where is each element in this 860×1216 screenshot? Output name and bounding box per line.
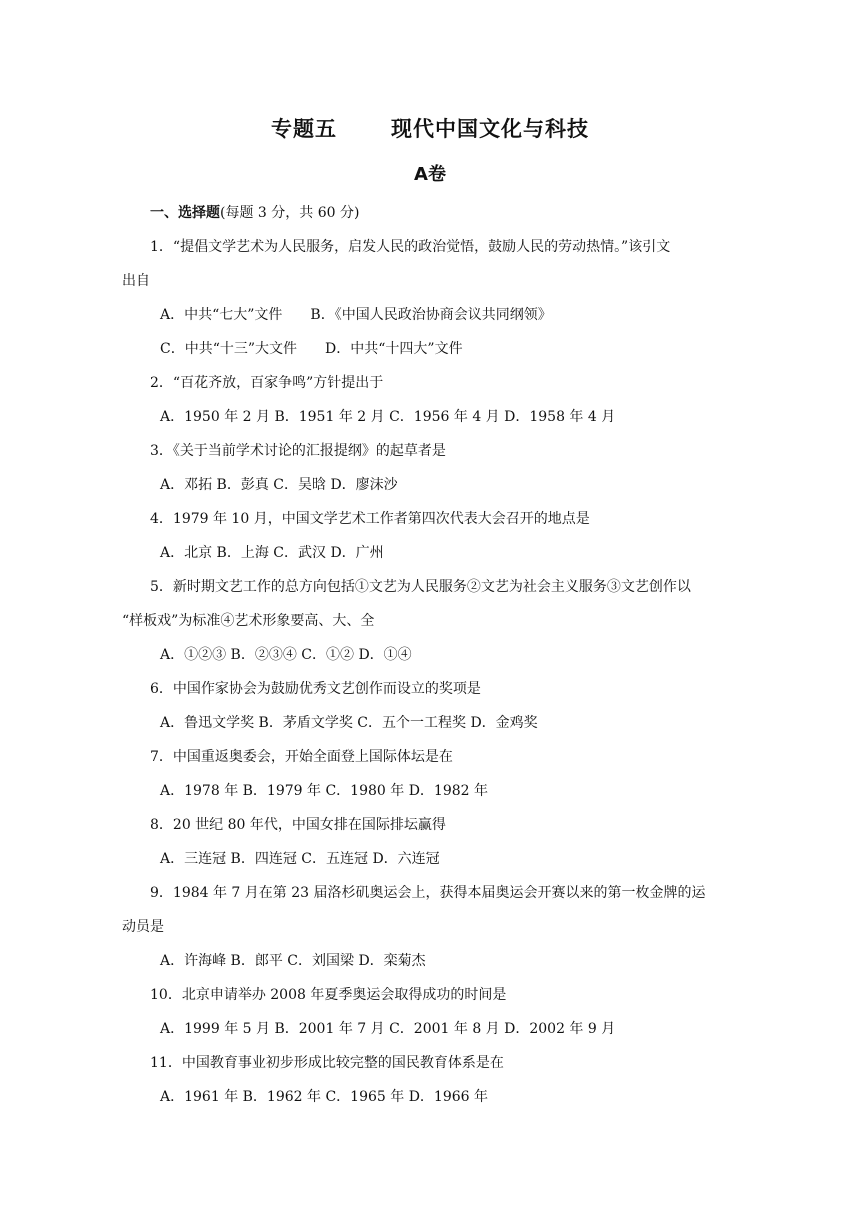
question-line: 9．1984 年 7 月在第 23 届洛杉矶奥运会上，获得本届奥运会开赛以来的第一枚金牌的运 [150, 885, 706, 901]
question-line: 2．“百花齐放，百家争鸣”方针提出于 [150, 375, 384, 391]
section-scoring-note: (每题 3 分，共 60 分) [220, 205, 360, 221]
question-line: 出自 [122, 273, 150, 289]
options-line: C．中共“十三”大文件 D．中共“十四大”文件 [160, 341, 463, 357]
question-line: 动员是 [122, 919, 164, 935]
question-line: 11．中国教育事业初步形成比较完整的国民教育体系是在 [150, 1055, 504, 1071]
question-line: 3．《关于当前学术讨论的汇报提纲》的起草者是 [150, 443, 446, 459]
question-line: 10．北京申请举办 2008 年夏季奥运会取得成功的时间是 [150, 987, 507, 1003]
paper-subtitle: A卷 [414, 164, 446, 185]
options-line: A．1950 年 2 月 B．1951 年 2 月 C．1956 年 4 月 D．1958 年 4 月 [160, 409, 616, 425]
question-line: 4．1979 年 10 月，中国文学艺术工作者第四次代表大会召开的地点是 [150, 511, 590, 527]
title-topic-number: 专题五 [271, 117, 337, 141]
question-line: 6．中国作家协会为鼓励优秀文艺创作而设立的奖项是 [150, 681, 481, 697]
question-line: 7．中国重返奥委会，开始全面登上国际体坛是在 [150, 749, 453, 765]
options-line: A．①②③ B．②③④ C．①② D．①④ [160, 647, 412, 663]
question-line: 5．新时期文艺工作的总方向包括①文艺为人民服务②文艺为社会主义服务③文艺创作以 [150, 579, 691, 595]
title-topic-name: 现代中国文化与科技 [391, 117, 589, 141]
page-title [0, 113, 860, 143]
options-line: A．鲁迅文学奖 B．茅盾文学奖 C．五个一工程奖 D．金鸡奖 [160, 715, 538, 731]
section-heading [150, 203, 359, 223]
options-line: A．许海峰 B．郎平 C．刘国梁 D．栾菊杰 [160, 953, 426, 969]
options-line: A．1978 年 B．1979 年 C．1980 年 D．1982 年 [160, 783, 489, 799]
options-line: A．1999 年 5 月 B．2001 年 7 月 C．2001 年 8 月 D．2002 年 9 月 [160, 1021, 616, 1037]
options-line: A．1961 年 B．1962 年 C．1965 年 D．1966 年 [160, 1089, 489, 1105]
options-line: A．北京 B．上海 C．武汉 D．广州 [160, 545, 384, 561]
options-line: A．中共“七大”文件 B．《中国人民政治协商会议共同纲领》 [160, 307, 552, 323]
options-line: A．三连冠 B．四连冠 C．五连冠 D．六连冠 [160, 851, 440, 867]
options-line: A．邓拓 B．彭真 C．吴晗 D．廖沫沙 [160, 477, 398, 493]
section-title: 一、选择题 [150, 205, 220, 221]
question-line: “样板戏”为标准④艺术形象要高、大、全 [122, 613, 375, 629]
question-line: 8．20 世纪 80 年代，中国女排在国际排坛赢得 [150, 817, 446, 833]
question-line: 1．“提倡文学艺术为人民服务，启发人民的政治觉悟，鼓励人民的劳动热情。”该引文 [150, 239, 671, 255]
